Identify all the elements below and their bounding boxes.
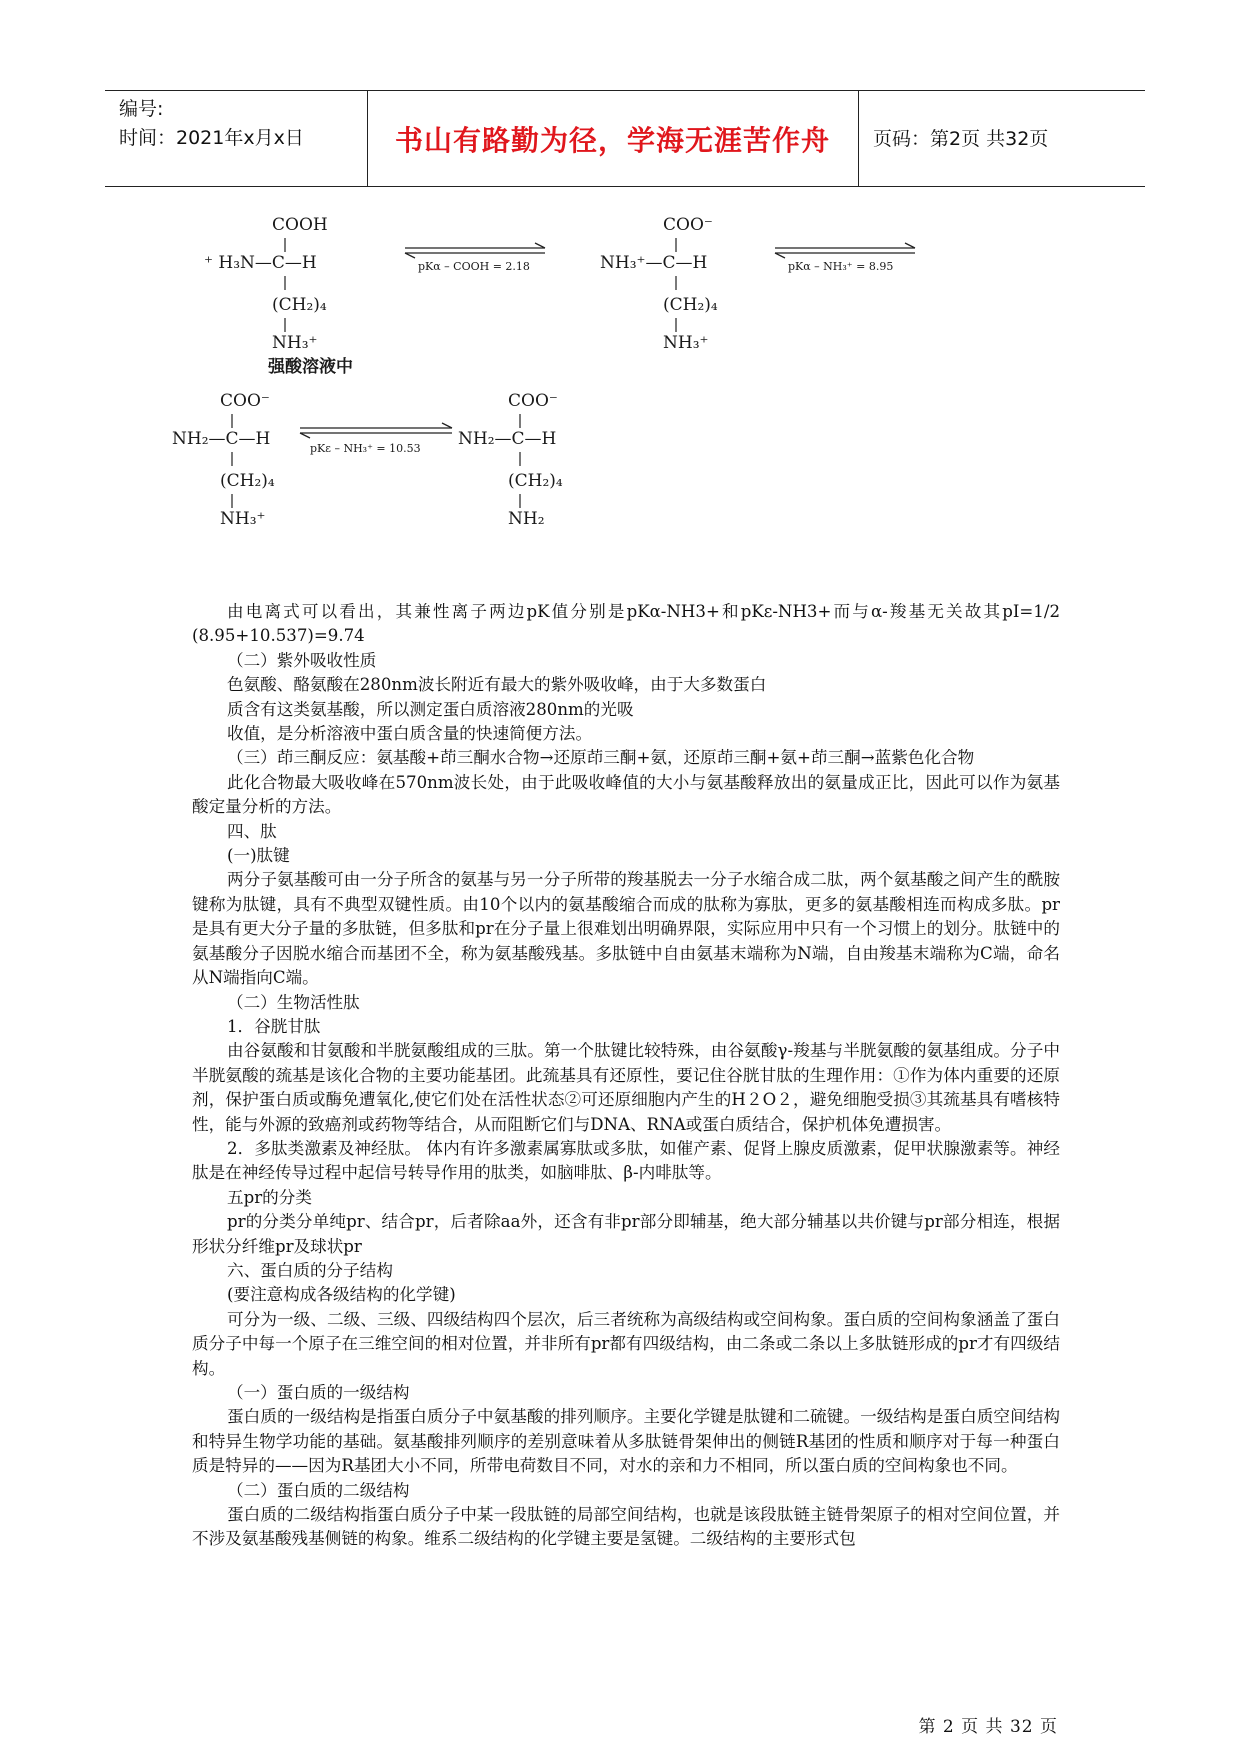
section-heading: (一)肽键 — [227, 846, 290, 866]
m4-backbone: NH₂—C—H — [458, 429, 557, 449]
section-heading: (要注意构成各级结构的化学键) — [227, 1285, 456, 1305]
document-body — [192, 600, 1060, 1552]
m1-backbone: ⁺ H₃N—C—H — [204, 253, 317, 273]
section-heading: 五pr的分类 — [227, 1187, 312, 1207]
paragraph: 此化合物最大吸收峰在570nm波长处，由于此吸收峰值的大小与氨基酸释放出的氨量成正比，因此可以作为氨基酸定量分析的方法。 — [192, 772, 1060, 817]
m4-amino: NH₂ — [508, 509, 545, 529]
m1-side-chain: (CH₂)₄ — [272, 295, 327, 315]
section-heading: 六、蛋白质的分子结构 — [227, 1260, 393, 1280]
paragraph: 2．多肽类激素及神经肽。 体内有许多激素属寡肽或多肽，如催产素、促肾上腺皮质激素，促甲状腺激素等。神经肽是在神经传导过程中起信号转导作用的肽类，如脑啡肽、β-内啡肽等。 — [192, 1138, 1060, 1183]
paragraph: 两分子氨基酸可由一分子所含的氨基与另一分子所带的羧基脱去一分子水缩合成二肽，两个氨基酸之间产生的酰胺键称为肽键，具有不典型双键性质。由10个以内的氨基酸缩合而成的肽称为寡肽，更多的氨基酸相连而构成多肽。pr是具有更大分子量的多肽链，但多肽和pr在分子量上很难划出明确界限，实际应用中只有一个习惯上的划分。肽链中的氨基酸分子因脱水缩合而基团不全，称为氨基酸残基。多肽链中自由氨基末端称为N端，自由羧基末端称为C端，命名从N端指向C端。 — [192, 870, 1060, 988]
header-meta — [119, 95, 304, 153]
m3-side-chain: (CH₂)₄ — [220, 471, 275, 491]
page-header — [105, 90, 1145, 187]
document-time-label: 时间：2021年x月x日 — [119, 127, 304, 149]
m3-carboxylate: COO⁻ — [220, 391, 270, 411]
m2-backbone: NH₃⁺—C—H — [600, 253, 708, 273]
m4-carboxylate: COO⁻ — [508, 391, 558, 411]
m3-backbone: NH₂—C—H — [172, 429, 271, 449]
paragraph: 蛋白质的一级结构是指蛋白质分子中氨基酸的排列顺序。主要化学键是肽键和二硫键。一级结构是蛋白质空间结构和特异生物学功能的基础。氨基酸排列顺序的差别意味着从多肽链骨架伸出的侧链R基团的性质和顺序对于每一种蛋白质是特异的——因为R基团大小不同，所带电荷数目不同，对水的亲和力不相同，所以蛋白质的空间构象也不同。 — [192, 1407, 1060, 1476]
section-heading: （一）蛋白质的一级结构 — [227, 1383, 410, 1402]
paragraph: 色氨酸、酪氨酸在280nm波长附近有最大的紫外吸收峰，由于大多数蛋白 — [227, 675, 767, 695]
eq3-label: pKε – NH₃⁺ = 10.53 — [310, 442, 421, 455]
m2-amino: NH₃⁺ — [663, 333, 709, 353]
m2-side-chain: (CH₂)₄ — [663, 295, 718, 315]
page-footer: 第 2 页 共 32 页 — [918, 1717, 1058, 1737]
header-page-number: 页码：第2页 共32页 — [873, 128, 1049, 150]
m3-amino: NH₃⁺ — [220, 509, 266, 529]
paragraph: 可分为一级、二级、三级、四级结构四个层次，后三者统称为高级结构或空间构象。蛋白质的空间构象涵盖了蛋白质分子中每一个原子在三维空间的相对位置，并非所有pr都有四级结构，由二条或二条以上多肽链形成的pr才有四级结构。 — [192, 1309, 1060, 1378]
section-heading: （二）紫外吸收性质 — [227, 650, 377, 670]
header-motto: 书山有路勤为径，学海无涯苦作舟 — [394, 124, 830, 157]
section-heading: （二）蛋白质的二级结构 — [227, 1480, 410, 1500]
eq2-label: pKα – NH₃⁺ = 8.95 — [788, 260, 894, 273]
lysine-ionization-figure — [172, 210, 1060, 600]
eq1-label: pKα – COOH = 2.18 — [418, 260, 530, 273]
document-number-label: 编号: — [119, 98, 164, 120]
paragraph: pr的分类分单纯pr、结合pr，后者除aa外，还含有非pr部分即辅基，绝大部分辅基以共价键与pr部分相连，根据形状分纤维pr及球状pr — [192, 1212, 1060, 1256]
paragraph: 由电离式可以看出，其兼性离子两边pK值分别是pKα-NH3+和pKε-NH3+而与α-羧基无关故其pI=1/2 (8.95+10.537)=9.74 — [192, 602, 1060, 646]
m4-side-chain: (CH₂)₄ — [508, 471, 563, 491]
section-heading: 四、肽 — [227, 821, 277, 841]
m2-carboxylate: COO⁻ — [663, 215, 713, 235]
header-divider — [858, 91, 859, 186]
strong-acid-caption: 强酸溶液中 — [268, 357, 353, 377]
section-heading: （二）生物活性肽 — [227, 992, 360, 1012]
section-heading: 1．谷胱甘肽 — [227, 1016, 321, 1036]
section-heading: （三）茚三酮反应：氨基酸+茚三酮水合物→还原茚三酮+氨，还原茚三酮+氨+茚三酮→蓝紫色化合物 — [227, 748, 975, 768]
paragraph: 蛋白质的二级结构指蛋白质分子中某一段肽链的局部空间结构，也就是该段肽链主链骨架原子的相对空间位置，并不涉及氨基酸残基侧链的构象。维系二级结构的化学键主要是氢键。二级结构的主要形式包 — [192, 1505, 1060, 1549]
paragraph: 收值，是分析溶液中蛋白质含量的快速简便方法。 — [227, 724, 593, 744]
m1-amino: NH₃⁺ — [272, 333, 318, 353]
paragraph: 由谷氨酸和甘氨酸和半胱氨酸组成的三肽。第一个肽键比较特殊，由谷氨酸γ-羧基与半胱氨酸的氨基组成。分子中半胱氨酸的巯基是该化合物的主要功能基团。此巯基具有还原性，要记住谷胱甘肽的生理作用：①作为体内重要的还原剂，保护蛋白质或酶免遭氧化,使它们处在活性状态②可还原细胞内产生的H２O２，避免细胞受损③其巯基具有嗜核特性，能与外源的致癌剂或药物等结合，从而阻断它们与DNA、RNA或蛋白质结合，保护机体免遭损害。 — [192, 1041, 1060, 1134]
paragraph: 质含有这类氨基酸，所以测定蛋白质溶液280nm的光吸 — [227, 699, 634, 719]
m1-carboxyl: COOH — [272, 215, 328, 235]
